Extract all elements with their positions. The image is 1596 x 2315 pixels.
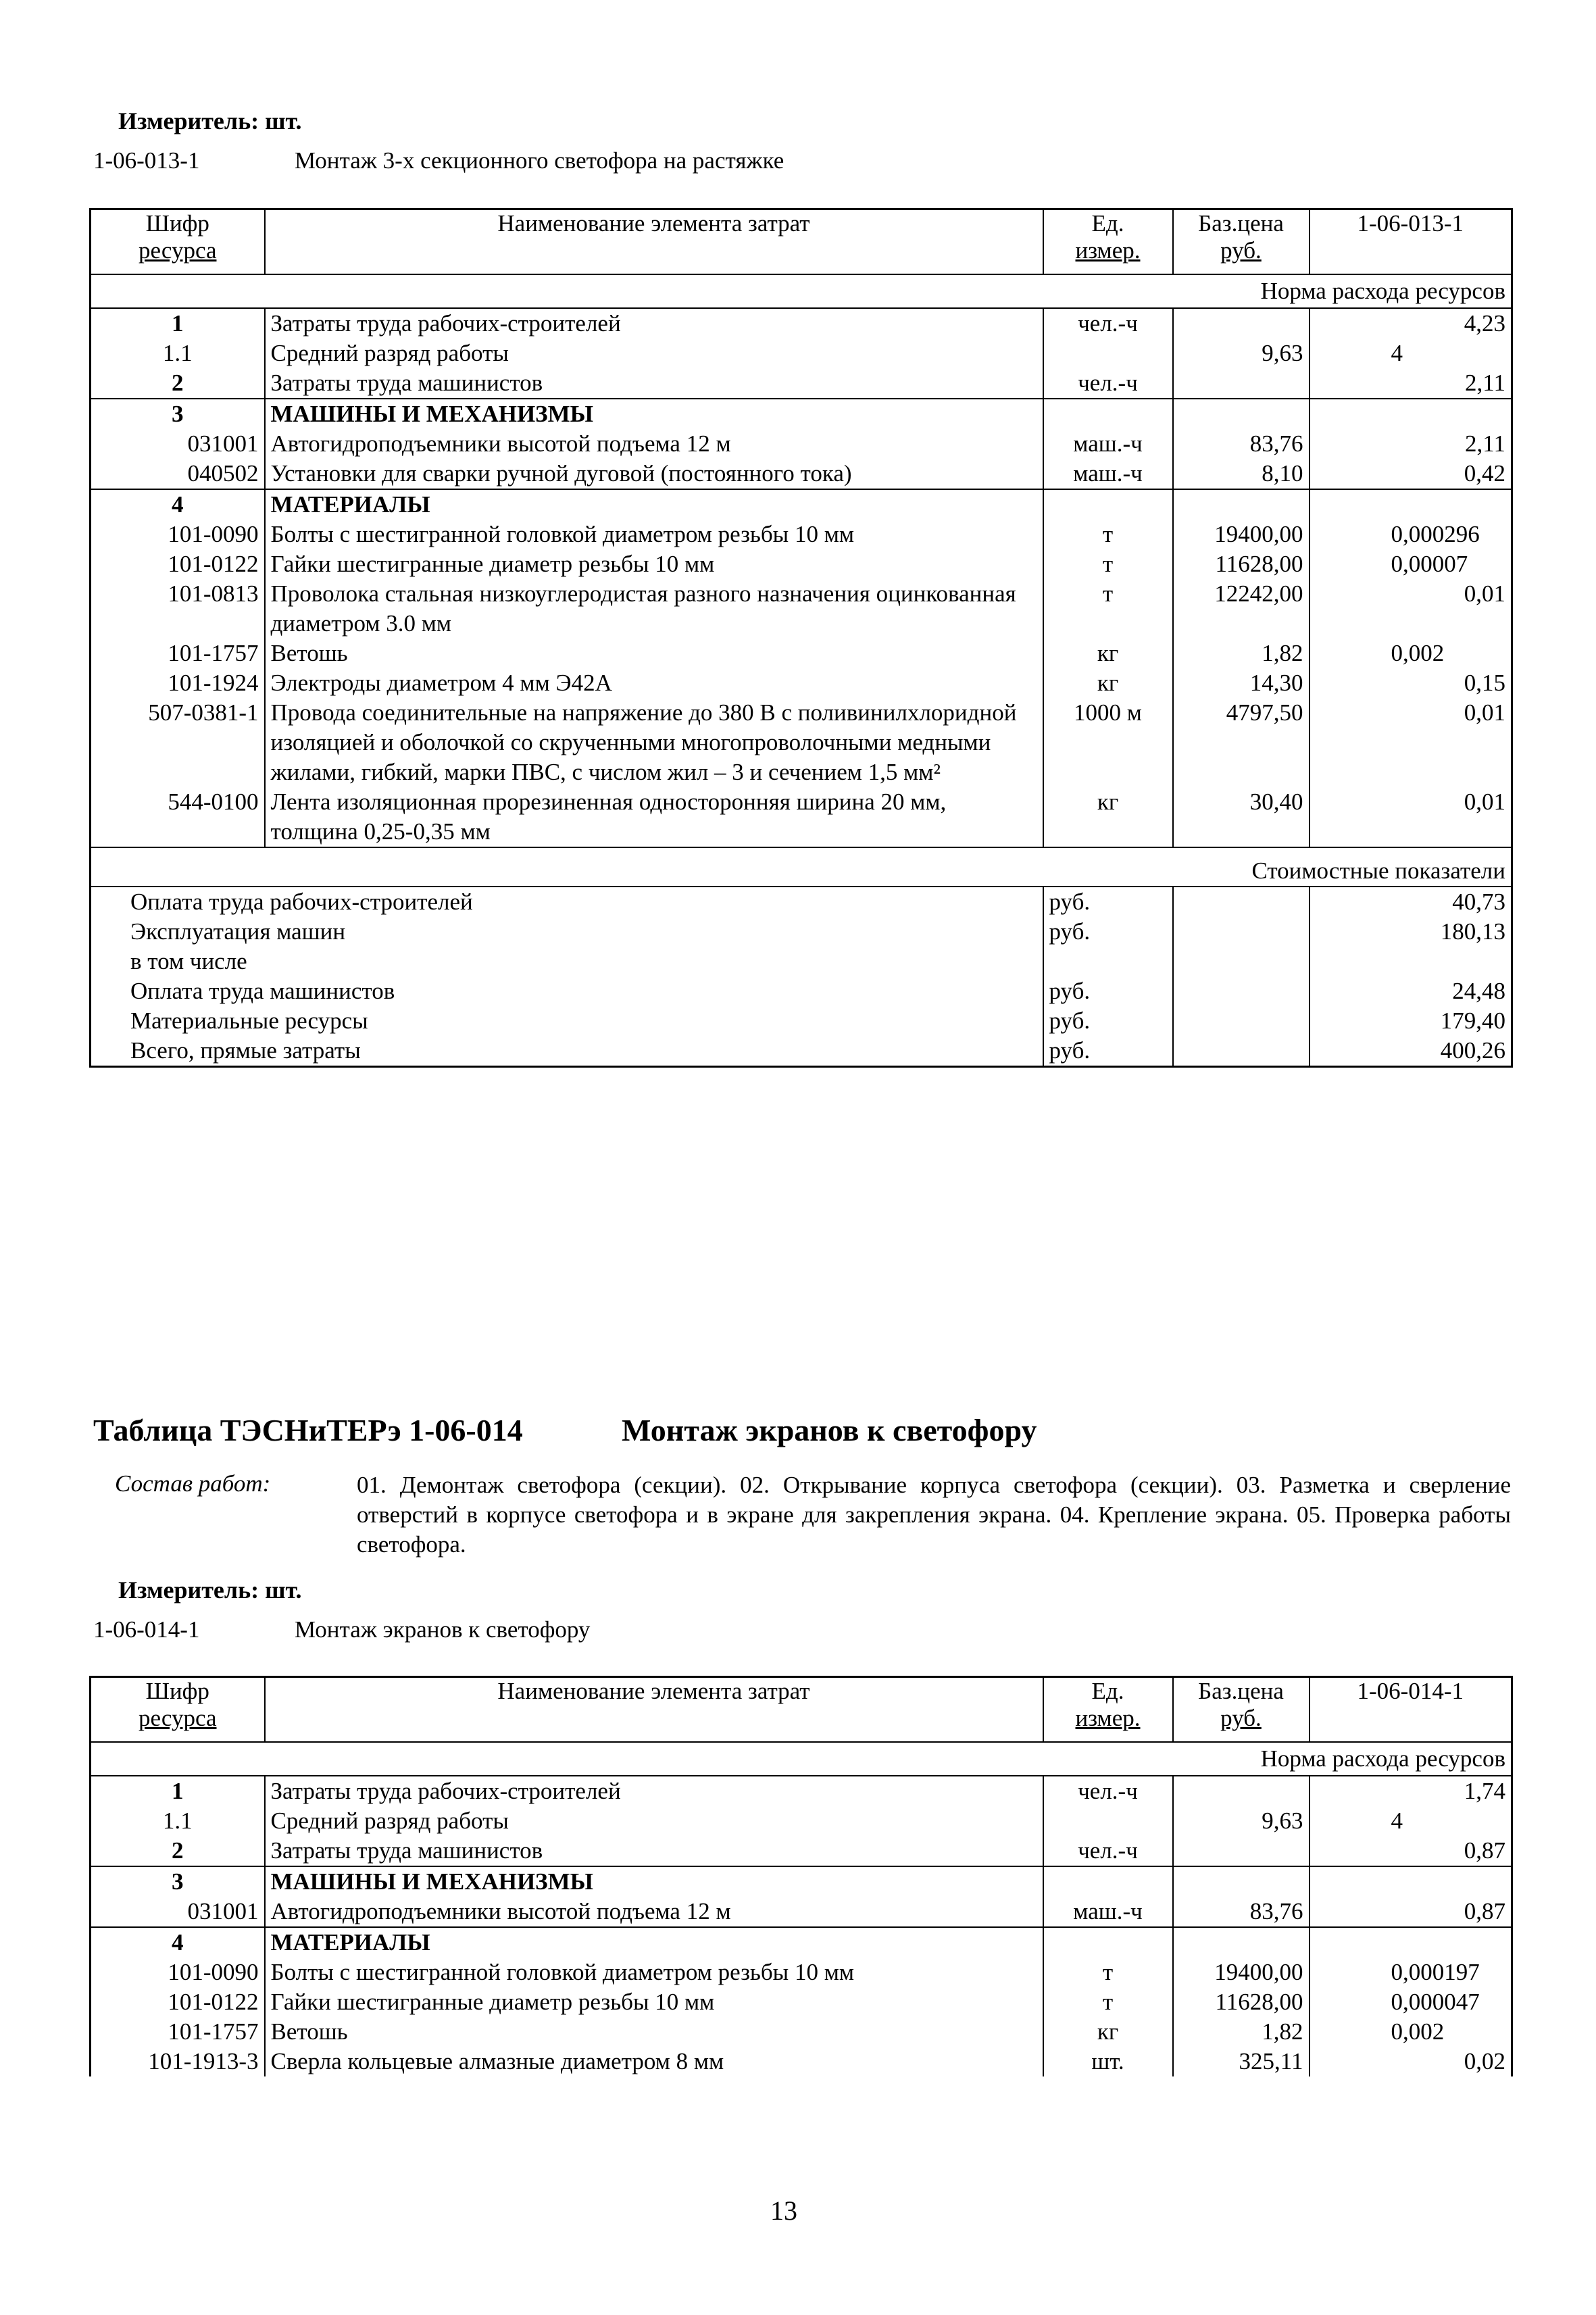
resource-name: Гайки шестигранные диаметр резьбы 10 мм (265, 1987, 1043, 2017)
resource-code: 101-0090 (168, 1958, 259, 1985)
table-row (91, 429, 1512, 459)
resource-name: Затраты труда машинистов (265, 368, 1043, 399)
resource-unit: шт. (1043, 2047, 1173, 2076)
resource-unit: маш.-ч (1043, 429, 1173, 459)
resource-code: 1.1 (162, 1807, 193, 1834)
resource-code: 040502 (187, 459, 259, 487)
resource-name: Затраты труда машинистов (265, 1836, 1043, 1866)
cost-empty (1173, 976, 1310, 1006)
resource-norm (1310, 1927, 1512, 1958)
header-unit: Ед. измер. (1043, 1677, 1173, 1742)
resource-name: Автогидроподъемники высотой подъема 12 м (265, 1897, 1043, 1927)
header-price: Баз.цена руб. (1173, 209, 1310, 274)
resource-unit: кг (1043, 639, 1173, 668)
resource-norm: 0,02 (1310, 2047, 1512, 2076)
table-row (91, 1958, 1512, 1987)
resource-code: 544-0100 (168, 788, 259, 815)
resource-code: 3 (91, 399, 265, 429)
cost-unit: руб. (1043, 976, 1173, 1006)
resource-price (1173, 1776, 1310, 1806)
resource-norm: 0,42 (1310, 459, 1512, 489)
resource-code: 101-1913-3 (148, 2047, 259, 2074)
resource-norm: 0,002 (1310, 2017, 1512, 2047)
cost-name: Оплата труда машинистов (130, 977, 395, 1004)
resource-code: 2 (172, 1837, 184, 1864)
resource-price: 8,10 (1173, 459, 1310, 489)
table-header (91, 209, 1512, 274)
header-code: Шифр ресурса (139, 1678, 217, 1731)
resource-unit: маш.-ч (1043, 459, 1173, 489)
header-name: Наименование элемента затрат (265, 1677, 1043, 1742)
cost-row (91, 1006, 1512, 1036)
resource-code: 2 (172, 369, 184, 396)
resource-name: Автогидроподъемники высотой подъема 12 м (265, 429, 1043, 459)
estimate-table-2 (89, 1676, 1513, 2076)
resource-unit: кг (1043, 2017, 1173, 2047)
cost-unit: руб. (1043, 1006, 1173, 1036)
resource-unit: чел.-ч (1043, 1776, 1173, 1806)
norm-label: Норма расхода ресурсов (91, 274, 1512, 308)
page-number: 13 (770, 2195, 797, 2226)
resource-name: Лента изоляционная прорезиненная односторонняя ширина 20 мм, толщина 0,25-0,35 мм (265, 787, 1043, 847)
resource-norm: 4,23 (1310, 308, 1512, 339)
resource-norm: 0,15 (1310, 668, 1512, 698)
resource-norm (1310, 399, 1512, 429)
estimate-table-1 (89, 208, 1513, 1068)
resource-price: 14,30 (1173, 668, 1310, 698)
resource-code: 4 (91, 489, 265, 520)
resource-norm: 0,00007 (1310, 549, 1512, 579)
resource-name: Затраты труда рабочих-строителей (265, 308, 1043, 339)
resource-price (1173, 1866, 1310, 1897)
resource-price (1173, 1927, 1310, 1958)
composition-label: Состав работ: (115, 1470, 271, 1497)
item-name-2: Монтаж экранов к светофору (295, 1616, 591, 1643)
table-row (91, 698, 1512, 787)
cost-name: Эксплуатация машин (130, 918, 346, 945)
resource-price: 19400,00 (1173, 1958, 1310, 1987)
cost-row (91, 947, 1512, 976)
resource-name: Электроды диаметром 4 мм Э42А (265, 668, 1043, 698)
table-row (91, 1897, 1512, 1927)
resource-name: МАШИНЫ И МЕХАНИЗМЫ (265, 399, 1043, 429)
table-row (91, 1776, 1512, 1806)
resource-norm: 4 (1310, 339, 1512, 368)
resource-price: 1,82 (1173, 2017, 1310, 2047)
resource-norm: 0,002 (1310, 639, 1512, 668)
resource-unit: кг (1043, 787, 1173, 847)
resource-name: Ветошь (265, 639, 1043, 668)
resource-price (1173, 368, 1310, 399)
resource-norm: 0,01 (1310, 579, 1512, 639)
resource-norm (1310, 489, 1512, 520)
table-row (91, 339, 1512, 368)
resource-name: Установки для сварки ручной дуговой (постоянного тока) (265, 459, 1043, 489)
cost-name: Всего, прямые затраты (130, 1037, 361, 1064)
resource-price: 9,63 (1173, 339, 1310, 368)
resource-price: 4797,50 (1173, 698, 1310, 787)
resource-unit: 1000 м (1043, 698, 1173, 787)
resource-code: 031001 (187, 430, 259, 457)
resource-name: Провода соединительные на напряжение до 380 В с поливинилхлоридной изоляцией и оболочкой со скрученными многопроволочными медными жилами, гибкий, марки ПВС, с числом жил – 3 и сечением 1,5 мм² (265, 698, 1043, 787)
header-price: Баз.цена руб. (1173, 1677, 1310, 1742)
resource-name: Гайки шестигранные диаметр резьбы 10 мм (265, 549, 1043, 579)
resource-code: 101-1924 (168, 669, 259, 696)
resource-code: 101-0813 (168, 580, 259, 607)
cost-unit: руб. (1043, 917, 1173, 947)
resource-price (1173, 308, 1310, 339)
resource-norm: 0,87 (1310, 1897, 1512, 1927)
cost-empty (1173, 887, 1310, 917)
cost-value: 40,73 (1310, 887, 1512, 917)
cost-unit: руб. (1043, 887, 1173, 917)
resource-name: Болты с шестигранной головкой диаметром резьбы 10 мм (265, 1958, 1043, 1987)
resource-unit: кг (1043, 668, 1173, 698)
resource-code: 101-1757 (168, 639, 259, 666)
resource-name: Средний разряд работы (265, 1806, 1043, 1836)
cost-empty (1173, 1036, 1310, 1067)
resource-code: 507-0381-1 (148, 699, 259, 726)
table-row (91, 668, 1512, 698)
table-row (91, 1927, 1512, 1958)
resource-price: 12242,00 (1173, 579, 1310, 639)
resource-name: Средний разряд работы (265, 339, 1043, 368)
table-row (91, 489, 1512, 520)
resource-unit (1043, 399, 1173, 429)
cost-row (91, 976, 1512, 1006)
cost-value: 179,40 (1310, 1006, 1512, 1036)
header-unit: Ед. измер. (1043, 209, 1173, 274)
resource-price: 11628,00 (1173, 1987, 1310, 2017)
table-row (91, 2017, 1512, 2047)
resource-unit (1043, 489, 1173, 520)
resource-unit: маш.-ч (1043, 1897, 1173, 1927)
table-row (91, 308, 1512, 339)
cost-unit (1043, 947, 1173, 976)
cost-row (91, 1036, 1512, 1067)
cost-row (91, 917, 1512, 947)
table-title-code: Таблица ТЭСНиТЕРэ 1-06-014 (93, 1413, 523, 1447)
resource-norm (1310, 1866, 1512, 1897)
measure-label-2: Измеритель: шт. (118, 1576, 302, 1603)
cost-value: 24,48 (1310, 976, 1512, 1006)
resource-code: 101-0122 (168, 1988, 259, 2015)
cost-row (91, 887, 1512, 917)
resource-unit: чел.-ч (1043, 368, 1173, 399)
resource-price: 9,63 (1173, 1806, 1310, 1836)
cost-name: Материальные ресурсы (130, 1007, 368, 1034)
header-name: Наименование элемента затрат (265, 209, 1043, 274)
resource-price: 19400,00 (1173, 520, 1310, 549)
cost-label: Стоимостные показатели (91, 847, 1512, 887)
resource-unit: чел.-ч (1043, 308, 1173, 339)
table-row (91, 399, 1512, 429)
resource-unit: т (1043, 1987, 1173, 2017)
resource-unit: т (1043, 549, 1173, 579)
table-row (91, 459, 1512, 489)
item-name-1: Монтаж 3-х секционного светофора на растяжке (295, 147, 784, 174)
norm-label: Норма расхода ресурсов (91, 1742, 1512, 1776)
resource-unit (1043, 1927, 1173, 1958)
cost-unit: руб. (1043, 1036, 1173, 1067)
table-row (91, 579, 1512, 639)
resource-norm: 0,87 (1310, 1836, 1512, 1866)
item-code-1: 1-06-013-1 (93, 147, 200, 174)
resource-norm: 2,11 (1310, 368, 1512, 399)
table-row (91, 368, 1512, 399)
table-row (91, 639, 1512, 668)
cost-value: 400,26 (1310, 1036, 1512, 1067)
resource-name: Сверла кольцевые алмазные диаметром 8 мм (265, 2047, 1043, 2076)
resource-name: МАТЕРИАЛЫ (265, 1927, 1043, 1958)
table-header (91, 1677, 1512, 1742)
resource-price (1173, 399, 1310, 429)
header-norm-code: 1-06-013-1 (1310, 209, 1512, 274)
table-title-name: Монтаж экранов к светофору (622, 1413, 1037, 1447)
resource-name: Болты с шестигранной головкой диаметром резьбы 10 мм (265, 520, 1043, 549)
measure-label-1: Измеритель: шт. (118, 107, 302, 134)
resource-code: 1 (172, 1777, 184, 1804)
resource-code: 101-1757 (168, 2018, 259, 2045)
resource-norm: 0,000197 (1310, 1958, 1512, 1987)
header-norm-code: 1-06-014-1 (1310, 1677, 1512, 1742)
cost-empty (1173, 947, 1310, 976)
resource-price: 11628,00 (1173, 549, 1310, 579)
composition-text: 01. Демонтаж светофора (секции). 02. Открывание корпуса светофора (секции). 03. Разметка и сверление отверстий в корпусе светофора и в экране для закрепления экрана. 04. Крепление экрана. 05. Проверка работы светофора. (357, 1472, 1511, 1558)
cost-name: в том числе (130, 947, 247, 974)
cost-value (1310, 947, 1512, 976)
resource-code: 031001 (187, 1897, 259, 1924)
resource-unit: т (1043, 1958, 1173, 1987)
resource-unit: т (1043, 579, 1173, 639)
resource-norm: 0,000047 (1310, 1987, 1512, 2017)
cost-empty (1173, 917, 1310, 947)
resource-unit (1043, 339, 1173, 368)
resource-name: МАТЕРИАЛЫ (265, 489, 1043, 520)
resource-code: 1.1 (162, 339, 193, 366)
table-row (91, 2047, 1512, 2076)
resource-norm: 1,74 (1310, 1776, 1512, 1806)
table-row (91, 1987, 1512, 2017)
resource-norm: 4 (1310, 1806, 1512, 1836)
resource-name: МАШИНЫ И МЕХАНИЗМЫ (265, 1866, 1043, 1897)
table-row (91, 1866, 1512, 1897)
resource-price (1173, 489, 1310, 520)
resource-unit: чел.-ч (1043, 1836, 1173, 1866)
resource-code: 101-0122 (168, 550, 259, 577)
resource-unit: т (1043, 520, 1173, 549)
table-row (91, 520, 1512, 549)
table-row (91, 1806, 1512, 1836)
cost-empty (1173, 1006, 1310, 1036)
resource-norm: 0,01 (1310, 787, 1512, 847)
resource-code: 4 (91, 1927, 265, 1958)
resource-price: 325,11 (1173, 2047, 1310, 2076)
resource-code: 3 (91, 1866, 265, 1897)
resource-price: 83,76 (1173, 1897, 1310, 1927)
resource-price: 30,40 (1173, 787, 1310, 847)
resource-code: 1 (172, 309, 184, 337)
table-row (91, 1836, 1512, 1866)
table-row (91, 787, 1512, 847)
resource-name: Ветошь (265, 2017, 1043, 2047)
cost-name: Оплата труда рабочих-строителей (130, 888, 473, 915)
resource-price (1173, 1836, 1310, 1866)
resource-price: 83,76 (1173, 429, 1310, 459)
resource-name: Проволока стальная низкоуглеродистая разного назначения оцинкованная диаметром 3.0 мм (265, 579, 1043, 639)
resource-norm: 0,01 (1310, 698, 1512, 787)
resource-price: 1,82 (1173, 639, 1310, 668)
resource-norm: 0,000296 (1310, 520, 1512, 549)
resource-unit (1043, 1806, 1173, 1836)
table-row (91, 549, 1512, 579)
resource-name: Затраты труда рабочих-строителей (265, 1776, 1043, 1806)
resource-unit (1043, 1866, 1173, 1897)
resource-code: 101-0090 (168, 520, 259, 547)
resource-norm: 2,11 (1310, 429, 1512, 459)
header-code: Шифр ресурса (139, 210, 217, 264)
cost-value: 180,13 (1310, 917, 1512, 947)
item-code-2: 1-06-014-1 (93, 1616, 200, 1643)
